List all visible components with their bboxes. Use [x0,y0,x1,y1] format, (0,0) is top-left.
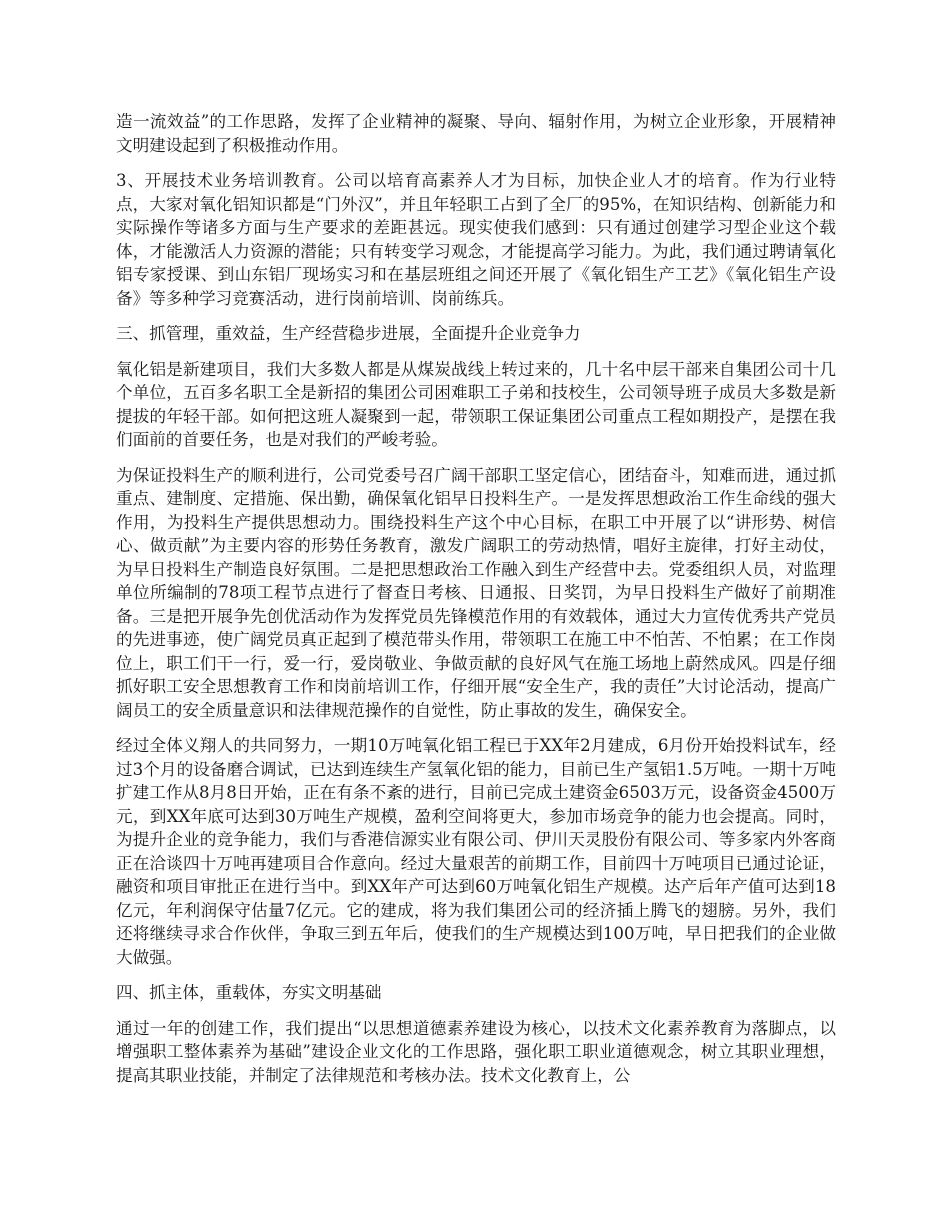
document-body [116,110,836,1099]
paragraph-new-project: 氧化铝是新建项目，我们大多数人都是从煤炭战线上转过来的，几十名中层干部来自集团公司十几个单位，五百多名职工全是新招的集团公司困难职工子弟和技校生，公司领导班子成员大多数是新提拔的年轻干部。如何把这班人凝聚到一起，带领职工保证集团公司重点工程如期投产，是摆在我们面前的首要任务，也是对我们的严峻考验。 [116,359,836,449]
paragraph-production-guarantee: 为保证投料生产的顺利进行，公司党委号召广阔干部职工坚定信心，团结奋斗，知难而进，通过抓重点、建制度、定措施、保出勤，确保氧化铝早日投料生产。一是发挥思想政治工作生命线的强大作用，为投料生产提供思想动力。围绕投料生产这个中心目标，在职工中开展了以“讲形势、树信心、做贡献”为主要内容的形势任务教育，激发广阔职工的劳动热情，唱好主旋律，打好主动仗，为早日投料生产制造良好氛围。二是把思想政治工作融入到生产经营中去。党委组织人员，对监理单位所编制的78项工程节点进行了督查日考核、日通报、日奖罚，为早日投料生产做好了前期准备。三是把开展争先创优活动作为发挥党员先锋模范作用的有效载体，通过大力宣传优秀共产党员的先进事迹，使广阔党员真正起到了模范带头作用，带领职工在施工中不怕苦、不怕累；在工作岗位上，职工们干一行，爱一行，爱岗敬业、争做贡献的良好风气在施工场地上蔚然成风。四是仔细抓好职工安全思想教育工作和岗前培训工作，仔细开展“安全生产，我的责任”大讨论活动，提高广阔员工的安全质量意识和法律规范操作的自觉性，防止事故的发生，确保安全。 [116,465,836,720]
paragraph-training: 3、开展技术业务培训教育。公司以培育高素养人才为目标，加快企业人才的培育。作为行业特点，大家对氧化铝知识都是“门外汉”，并且年轻职工占到了全厂的95%，在知识结构、创新能力和实际操作等诸多方面与生产要求的差距甚远。现实使我们感到：只有通过创建学习型企业这个载体，才能激活人力资源的潜能；只有转变学习观念，才能提高学习能力。为此，我们通过聘请氧化铝专家授课、到山东铝厂现场实习和在基层班组之间还开展了《氧化铝生产工艺》《氧化铝生产设备》等多种学习竞赛活动，进行岗前培训、岗前练兵。 [116,171,836,308]
paragraph-progress: 经过全体义翔人的共同努力，一期10万吨氧化铝工程已于XX年2月建成，6月份开始投料试车，经过3个月的设备磨合调试，已达到连续生产氢氧化铝的能力，目前已生产氢铝1.5万吨。一期十万吨扩建工作从8月8日开始，正在有条不紊的进行，目前已完成土建资金6503万元，设备资金4500万元，到XX年底可达到30万吨生产规模，盈利空间将更大，参加市场竞争的能力也会提高。同时，为提升企业的竞争能力，我们与香港信源实业有限公司、伊川天灵股份有限公司、等多家内外客商正在洽谈四十万吨再建项目合作意向。经过大量艰苦的前期工作，目前四十万吨项目已通过论证，融资和项目审批正在进行当中。到XX年产可达到60万吨氧化铝生产规模。达产后年产值可达到18亿元，年利润保守估量7亿元。它的建成，将为我们集团公司的经济插上腾飞的翅膀。另外，我们还将继续寻求合作伙伴，争取三到五年后，使我们的生产规模达到100万吨，早日把我们的企业做大做强。 [116,736,836,967]
section-heading-three: 三、抓管理，重效益，生产经营稳步进展，全面提升企业竞争力 [116,324,581,343]
paragraph-continuation: 造一流效益”的工作思路，发挥了企业精神的凝聚、导向、辐射作用，为树立企业形象，开展精神文明建设起到了积极推动作用。 [116,112,836,155]
paragraph-culture: 通过一年的创建工作，我们提出“以思想道德素养建设为核心，以技术文化素养教育为落脚点，以增强职工整体素养为基础”建设企业文化的工作思路，强化职工职业道德观念，树立其职业理想，提高其职业技能，并制定了法律规范和考核办法。技术文化教育上，公 [116,1018,836,1085]
section-heading-four: 四、抓主体，重载体，夯实文明基础 [116,983,382,1002]
